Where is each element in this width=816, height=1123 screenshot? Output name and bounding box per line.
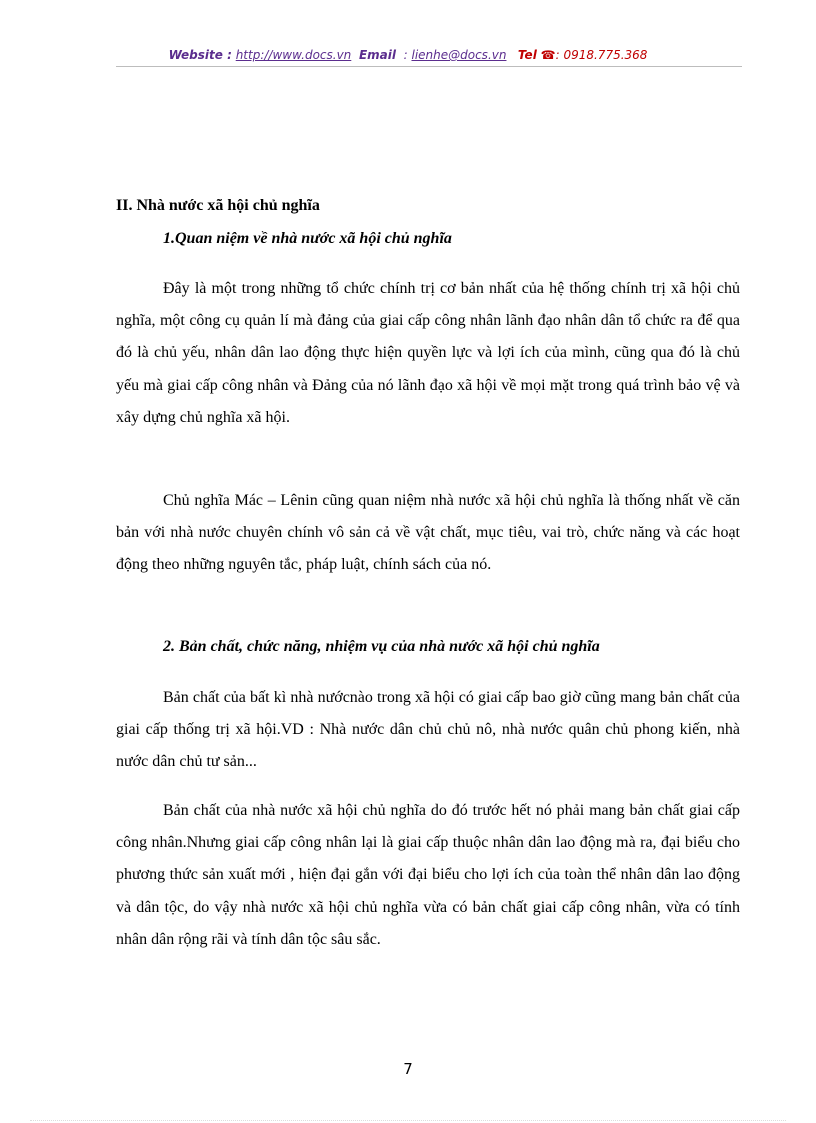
- footer-rule: [30, 1120, 786, 1121]
- phone-icon: ☎: [540, 48, 556, 62]
- page-number: 7: [403, 1060, 413, 1078]
- page-header: [0, 48, 816, 62]
- subsection-heading-2: 2. Bản chất, chức năng, nhiệm vụ của nhà nước xã hội chủ nghĩa: [163, 638, 600, 655]
- email-link[interactable]: lienhe@docs.vn: [411, 48, 507, 62]
- paragraph-3: Bản chất của bất kì nhà nướcnào trong xã hội có giai cấp bao giờ cũng mang bản chất của giai cấp thống trị xã hội.VD : Nhà nước dân chủ chủ nô, nhà nước quân chủ phong kiến, nhà nước dân chủ tư sản...: [116, 689, 740, 771]
- paragraph-1: Đây là một trong những tổ chức chính trị cơ bản nhất của hệ thống chính trị xã hội chủ nghĩa, một công cụ quản lí mà đảng của giai cấp công nhân lãnh đạo nhân dân tổ chức ra để qua đó là chủ yếu, nhân dân lao động thực hiện quyền lực và lợi ích của mình, cũng qua đó là chủ yếu mà giai cấp công nhân và Đảng của nó lãnh đạo xã hội về mọi mặt trong quá trình bảo vệ và xây dựng chủ nghĩa xã hội.: [116, 280, 740, 426]
- paragraph-4: Bản chất của nhà nước xã hội chủ nghĩa do đó trước hết nó phải mang bản chất giai cấp công nhân.Nhưng giai cấp công nhân lại là giai cấp thuộc nhân dân lao động mà ra, đại biểu cho phương thức sản xuất mới , hiện đại gắn với đại biểu cho lợi ích của toàn thể nhân dân lao động và dân tộc, do vậy nhà nước xã hội chủ nghĩa vừa có bản chất giai cấp công nhân, vừa có tính nhân dân rộng rãi và tính dân tộc sâu sắc.: [116, 802, 740, 948]
- paragraph-2: Chủ nghĩa Mác – Lênin cũng quan niệm nhà nước xã hội chủ nghĩa là thống nhất về căn bản với nhà nước chuyên chính vô sản cả về vật chất, mục tiêu, vai trò, chức năng và các hoạt động theo những nguyên tắc, pháp luật, chính sách của nó.: [116, 492, 740, 574]
- website-label: Website :: [168, 48, 232, 62]
- subsection-heading-1: 1.Quan niệm về nhà nước xã hội chủ nghĩa: [163, 230, 452, 247]
- email-separator: :: [403, 48, 408, 62]
- tel-label: Tel: [517, 48, 537, 62]
- website-link[interactable]: http://www.docs.vn: [235, 48, 352, 62]
- header-rule: [116, 66, 742, 67]
- email-label: Email: [358, 48, 396, 62]
- section-heading: II. Nhà nước xã hội chủ nghĩa: [116, 197, 320, 214]
- phone-number: : 0918.775.368: [555, 48, 648, 62]
